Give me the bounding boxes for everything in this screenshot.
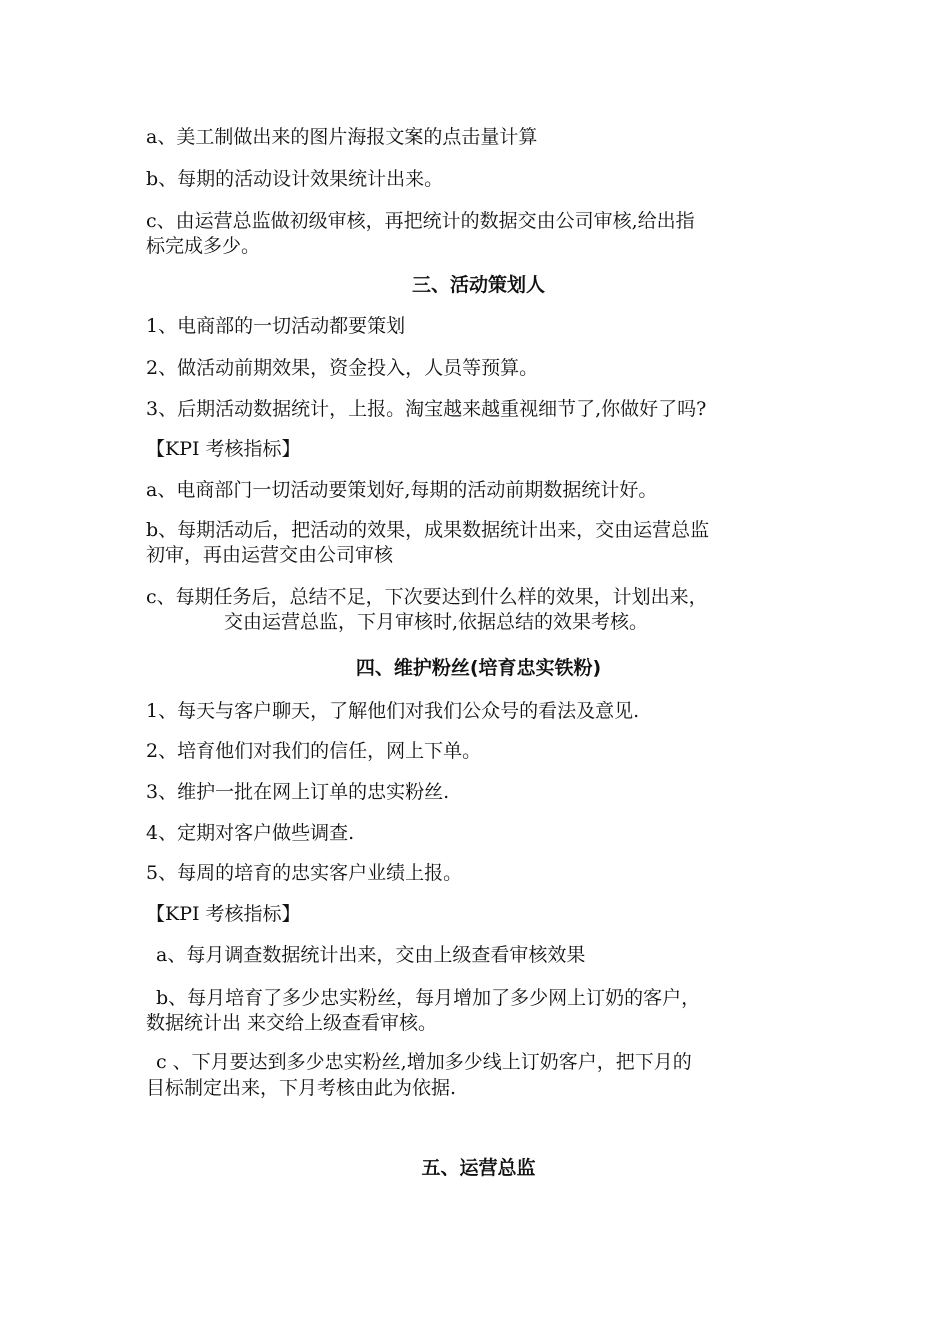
kpi-item-c-line1: c、由运营总监做初级审核，再把统计的数据交由公司审核,给出指: [146, 210, 695, 232]
kpi-label: 【KPI 考核指标】: [146, 903, 301, 925]
list-item: 1、电商部的一切活动都要策划: [146, 315, 406, 337]
kpi-item-b-line1: b、每月培育了多少忠实粉丝，每月增加了多少网上订奶的客户，: [156, 987, 701, 1009]
section-heading-activity-planner: 三、活动策划人: [411, 274, 545, 296]
kpi-item-c-line1: c 、下月要达到多少忠实粉丝,增加多少线上订奶客户，把下月的: [156, 1051, 692, 1073]
kpi-item-b-line2: 数据统计出 来交给上级查看审核。: [146, 1012, 438, 1034]
kpi-item-b-line1: b、每期活动后，把活动的效果，成果数据统计出来，交由运营总监: [146, 519, 710, 541]
kpi-label: 【KPI 考核指标】: [146, 438, 301, 460]
kpi-item-b-line2: 初审，再由运营交由公司审核: [146, 544, 394, 566]
list-item: 4、定期对客户做些调查.: [146, 822, 355, 844]
section-heading-fan-maintenance: 四、维护粉丝(培育忠实铁粉): [355, 657, 602, 679]
list-item: 3、维护一批在网上订单的忠实粉丝.: [146, 781, 450, 803]
list-item: 1、每天与客户聊天，了解他们对我们公众号的看法及意见.: [146, 700, 640, 722]
kpi-item-b: b、每期的活动设计效果统计出来。: [146, 168, 444, 190]
kpi-item-a: a、美工制做出来的图片海报文案的点击量计算: [146, 126, 538, 148]
kpi-item-c-line1: c、每期任务后，总结不足，下次要达到什么样的效果，计划出来，: [146, 586, 708, 608]
kpi-item-c-line2: 目标制定出来，下月考核由此为依据.: [146, 1077, 457, 1099]
list-item: 2、做活动前期效果，资金投入，人员等预算。: [146, 357, 539, 379]
kpi-item-a: a、每月调查数据统计出来，交由上级查看审核效果: [156, 944, 586, 966]
kpi-item-c-line2: 交由运营总监，下月审核时,依据总结的效果考核。: [224, 611, 649, 633]
kpi-item-c-line2: 标完成多少。: [146, 235, 261, 257]
list-item: 2、培育他们对我们的信任，网上下单。: [146, 740, 482, 762]
kpi-item-a: a、电商部门一切活动要策划好,每期的活动前期数据统计好。: [146, 479, 658, 501]
section-heading-operations-director: 五、运营总监: [421, 1157, 536, 1179]
list-item: 5、每周的培育的忠实客户业绩上报。: [146, 862, 463, 884]
list-item: 3、后期活动数据统计，上报。淘宝越来越重视细节了,你做好了吗?: [146, 398, 707, 420]
